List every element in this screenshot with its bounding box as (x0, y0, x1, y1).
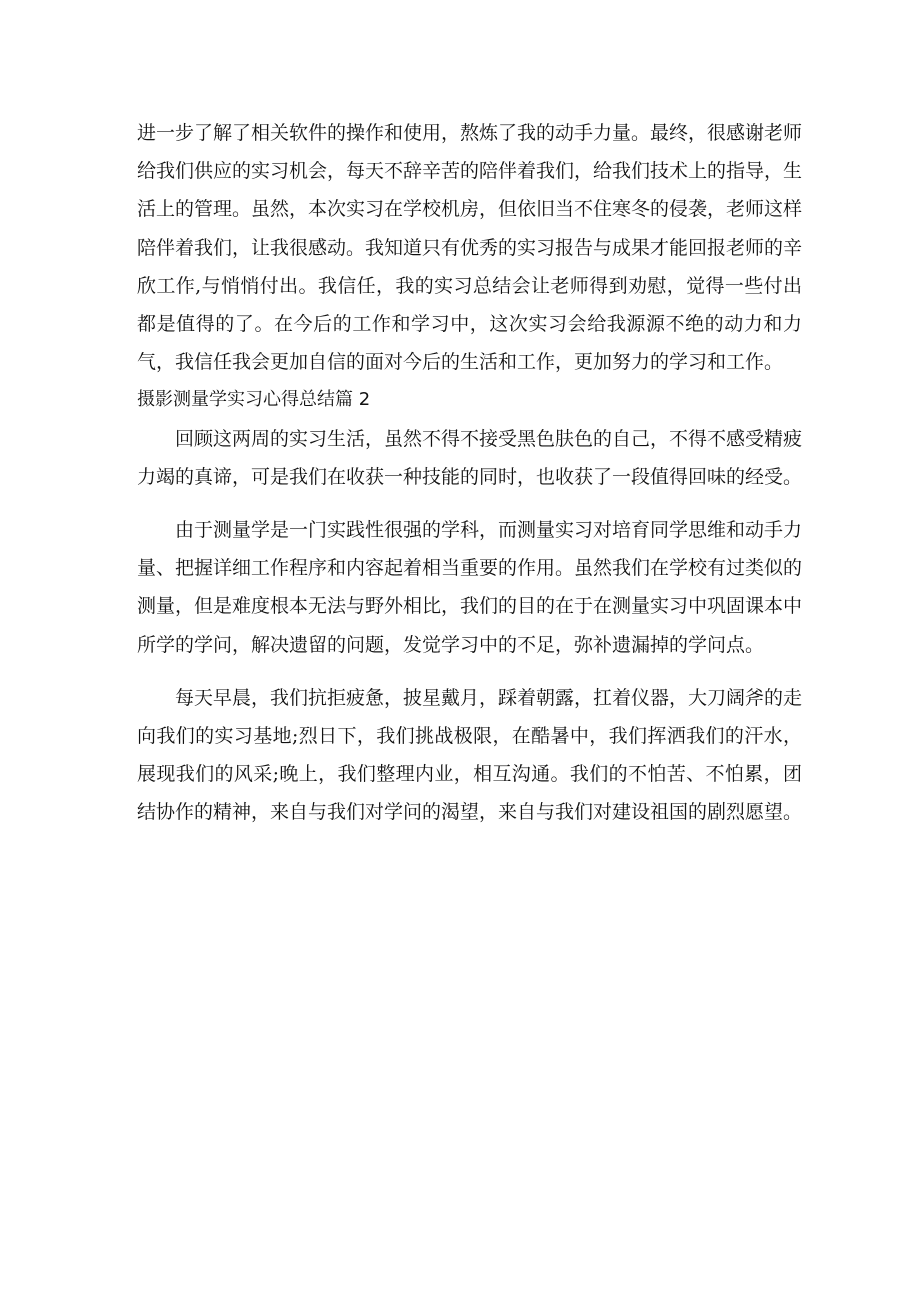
document-body (137, 114, 802, 832)
paragraph-surveying: 由于测量学是一门实践性很强的学科，而测量实习对培育同学思维和动手力量、把握详细工作程序和内容起着相当重要的作用。虽然我们在学校有过类似的测量，但是难度根本无法与野外相比，我们的目的在于在测量实习中巩固课本中所学的学问，解决遗留的问题，发觉学习中的不足，弥补遗漏掉的学问点。 (137, 519, 803, 656)
paragraph-continued: 进一步了解了相关软件的操作和使用，熬炼了我的动手力量。最终，很感谢老师给我们供应的实习机会，每天不辞辛苦的陪伴着我们，给我们技术上的指导，生活上的管理。虽然，本次实习在学校机房，但依旧当不住寒冬的侵袭，老师这样陪伴着我们，让我很感动。我知道只有优秀的实习报告与成果才能回报老师的辛欣工作,与悄悄付出。我信任，我的实习总结会让老师得到劝慰，觉得一些付出都是值得的了。在今后的工作和学习中，这次实习会给我源源不绝的动力和力气，我信任我会更加自信的面对今后的生活和工作，更加努力的学习和工作。 (137, 122, 803, 374)
section-heading: 摄影测量学实习心得总结篇 2 (137, 389, 371, 411)
paragraph-review: 回顾这两周的实习生活，虽然不得不接受黑色肤色的自己，不得不感受精疲力竭的真谛，可是我们在收获一种技能的同时，也收获了一段值得回味的经受。 (137, 427, 803, 488)
paragraph-daily: 每天早晨，我们抗拒疲惫，披星戴月，踩着朝露，扛着仪器，大刀阔斧的走向我们的实习基地;烈日下，我们挑战极限，在酷暑中，我们挥洒我们的汗水，展现我们的风采;晚上，我们整理内业，相互沟通。我们的不怕苦、不怕累，团结协作的精神，来自与我们对学问的渴望，来自与我们对建设祖国的剧烈愿望。 (137, 686, 803, 824)
